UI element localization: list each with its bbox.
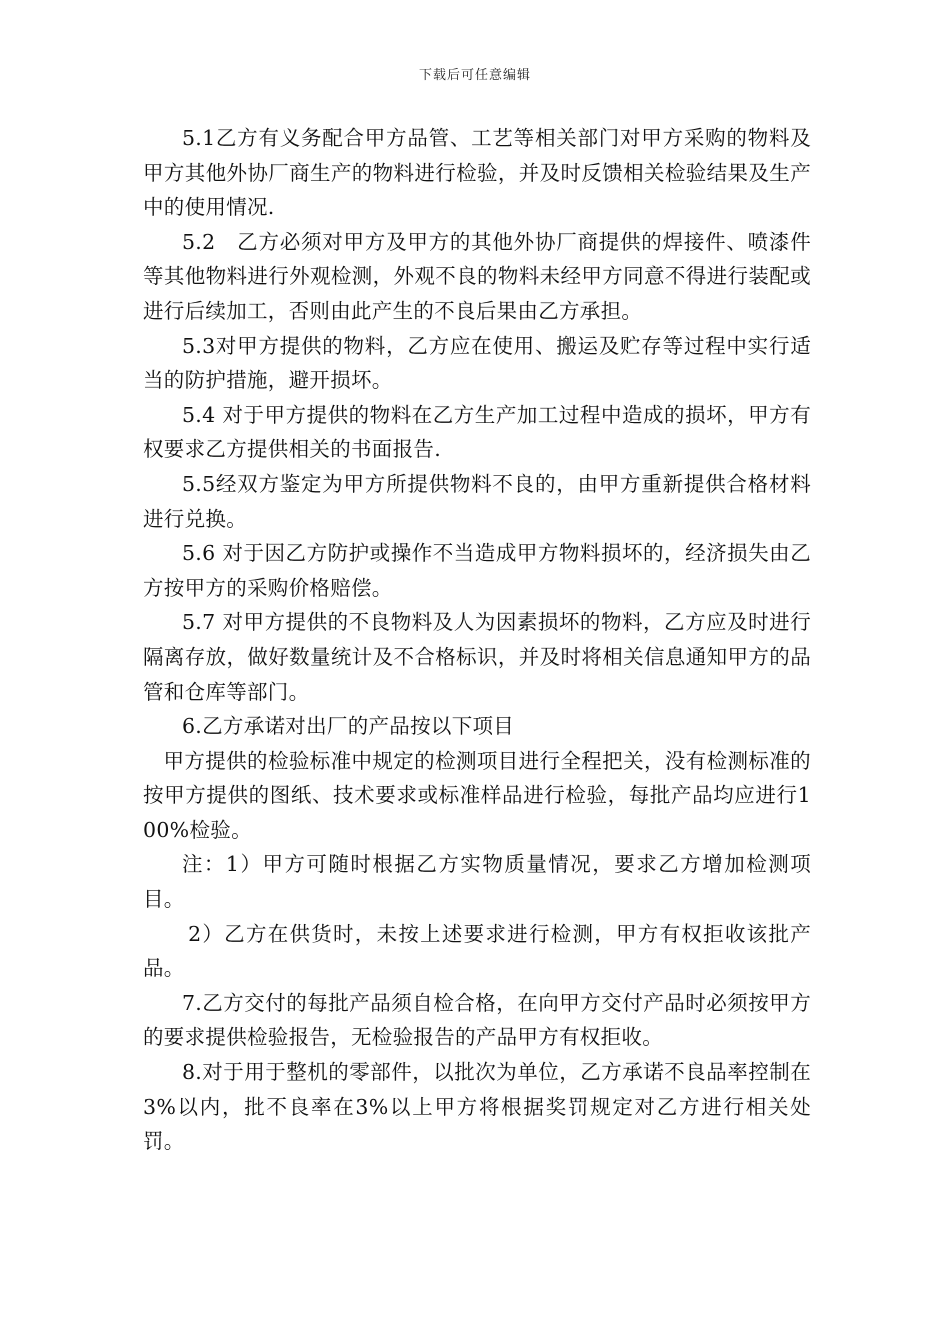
- paragraph-8: 8.对于用于整机的零部件，以批次为单位，乙方承诺不良品率控制在3%以内，批不良率在3%以上甲方将根据奖罚规定对乙方进行相关处罚。: [143, 1060, 811, 1154]
- document-body: [143, 121, 811, 1159]
- paragraph-5-2: 5.2 乙方必须对甲方及甲方的其他外协厂商提供的焊接件、喷漆件等其他物料进行外观检测，外观不良的物料未经甲方同意不得进行装配或进行后续加工，否则由此产生的不良后果由乙方承担。: [143, 229, 811, 323]
- paragraph-6-body: 甲方提供的检验标准中规定的检测项目进行全程把关，没有检测标准的按甲方提供的图纸、技术要求或标准样品进行检验，每批产品均应进行100%检验。: [143, 748, 811, 842]
- paragraph-6-heading: 6.乙方承诺对出厂的产品按以下项目: [181, 714, 515, 739]
- note-2: 2）乙方在供货时，未按上述要求进行检测，甲方有权拒收该批产品。: [143, 921, 811, 981]
- paragraph-5-7: 5.7 对甲方提供的不良物料及人为因素损坏的物料，乙方应及时进行隔离存放，做好数量统计及不合格标识，并及时将相关信息通知甲方的品管和仓库等部门。: [143, 610, 811, 704]
- paragraph-7: 7.乙方交付的每批产品须自检合格，在向甲方交付产品时必须按甲方的要求提供检验报告，无检验报告的产品甲方有权拒收。: [143, 990, 811, 1050]
- paragraph-5-3: 5.3对甲方提供的物料，乙方应在使用、搬运及贮存等过程中实行适当的防护措施，避开损坏。: [143, 333, 811, 393]
- paragraph-5-1: 5.1乙方有义务配合甲方品管、工艺等相关部门对甲方采购的物料及甲方其他外协厂商生产的物料进行检验，并及时反馈相关检验结果及生产中的使用情况.: [143, 126, 811, 220]
- paragraph-5-5: 5.5经双方鉴定为甲方所提供物料不良的，由甲方重新提供合格材料进行兑换。: [143, 471, 811, 531]
- page-header: 下载后可任意编辑: [418, 68, 531, 83]
- paragraph-5-6: 5.6 对于因乙方防护或操作不当造成甲方物料损坏的，经济损失由乙方按甲方的采购价格赔偿。: [143, 541, 811, 600]
- paragraph-5-4: 5.4 对于甲方提供的物料在乙方生产加工过程中造成的损坏，甲方有权要求乙方提供相关的书面报告.: [143, 402, 811, 462]
- note-1: 注：1）甲方可随时根据乙方实物质量情况，要求乙方增加检测项目。: [143, 852, 811, 912]
